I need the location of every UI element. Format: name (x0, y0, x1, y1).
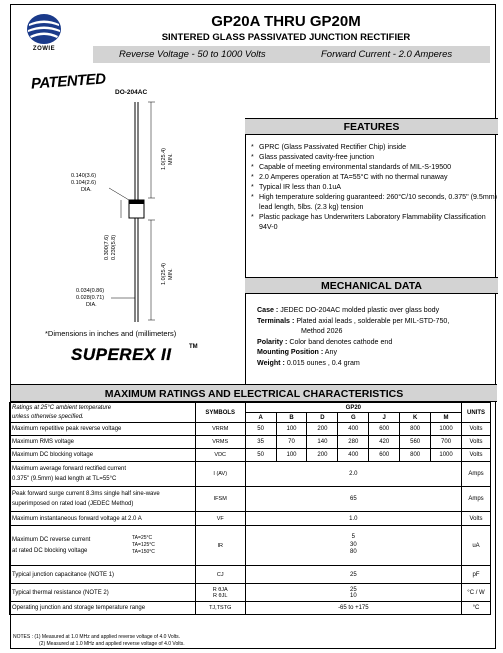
forward-current-spec: Forward Current - 2.0 Amperes (321, 49, 453, 60)
value-cell: 25 (245, 566, 461, 584)
value-cell: 50 (245, 449, 276, 462)
value-cell: 600 (369, 423, 400, 436)
zowie-logo-icon (25, 13, 63, 45)
param-text: 0.375" (9.5mm) lead length at TL=55°C (12, 476, 117, 482)
grade-header: G (338, 413, 369, 423)
mechanical-heading: MECHANICAL DATA (245, 277, 498, 294)
units-header: UNITS (462, 403, 491, 423)
table-row (10, 487, 491, 512)
symbol-text: R θJL (213, 592, 228, 599)
page-title: GP20A THRU GP20M (211, 13, 361, 30)
package-label: DO-204AC (115, 89, 148, 96)
lead-min-label-bottom (168, 268, 174, 280)
value-cell: 100 (276, 423, 307, 436)
terminals-line (257, 316, 497, 327)
grade-header: M (431, 413, 462, 423)
lead-min-label-top (168, 153, 174, 165)
symbol-text: R θJA (212, 586, 228, 593)
dim-value: 1.0(25.4) (161, 147, 167, 170)
dim-label: MIN. (168, 268, 174, 280)
value-cell: 800 (400, 449, 431, 462)
value-cell: 600 (369, 449, 400, 462)
feature-item: * Glass passivated cavity-free junction (250, 152, 498, 162)
ratings-table (9, 402, 491, 615)
unit-cell: pF (462, 566, 491, 584)
value-cell: 800 (400, 423, 431, 436)
trademark-mark: TM (189, 344, 198, 350)
feature-item: * Plastic package has Underwriters Laboratory Flammability Classification 94V-0 (250, 212, 498, 232)
unit-cell: Amps (462, 462, 491, 487)
value-cell: 50 (245, 423, 276, 436)
ratings-conditions (10, 403, 196, 423)
value-text: 80 (349, 549, 357, 556)
unit-cell: Volts (462, 512, 491, 526)
unit-cell: uA (462, 526, 491, 566)
param-cell (10, 487, 196, 512)
body-length-dim (104, 235, 110, 260)
mounting-line (257, 347, 497, 358)
body-diameter-dim (71, 173, 96, 194)
body-length-dim-2 (111, 235, 117, 260)
value-cell: 1000 (431, 423, 462, 436)
terminals-value: Plated axial leads , solderable per MIL-STD-750, (296, 316, 450, 325)
unit-cell: Volts (462, 449, 491, 462)
unit-cell: °C / W (462, 584, 491, 602)
value-cell: 35 (245, 436, 276, 449)
weight-label: Weight : (257, 358, 285, 367)
footnotes (13, 634, 185, 648)
table-row (10, 566, 491, 584)
param-cell: Maximum repetitive peak reverse voltage (10, 423, 196, 436)
param-cell (10, 462, 196, 487)
dim-value: 0.028(0.71) (76, 295, 105, 301)
table-row (10, 602, 491, 615)
value-cell: -65 to +175 (245, 602, 461, 615)
temp-condition: TA=150°C (132, 549, 155, 555)
value-cell: 70 (276, 436, 307, 449)
temp-condition: TA=25°C (132, 535, 153, 541)
mounting-label: Mounting Position : (257, 348, 324, 356)
symbol-cell: VDC (195, 449, 245, 462)
table-row (10, 526, 491, 566)
section-divider (245, 118, 246, 384)
terminals-line-2: Method 2026 (301, 327, 343, 335)
brand-logo: SUPEREX II (71, 345, 172, 364)
unit-cell: Volts (462, 423, 491, 436)
param-cell: Maximum RMS voltage (10, 436, 196, 449)
param-cell: Operating junction and storage temperature range (10, 602, 196, 615)
grade-header: A (245, 413, 276, 423)
mechanical-data (257, 305, 497, 368)
dim-value: 0.140(3.6) (71, 173, 97, 179)
value-cell: 400 (338, 449, 369, 462)
polarity-value: Color band denotes cathode end (289, 337, 393, 346)
feature-item: * Capable of meeting environmental standards of MIL-S-19500 (250, 162, 498, 172)
value-cell: 1.0 (245, 512, 461, 526)
feature-item: * High temperature soldering guaranteed: 260°C/10 seconds, 0.375" (9.5mm) lead length, 5lbs. (2.3 kg) tension (250, 192, 498, 212)
value-cell: 280 (338, 436, 369, 449)
table-row (10, 436, 491, 449)
package-outline-drawing (71, 100, 231, 325)
table-row (10, 423, 491, 436)
grade-header: J (369, 413, 400, 423)
value-cell: 400 (338, 423, 369, 436)
lead-length-dim-top (161, 148, 167, 170)
param-cell: Typical junction capacitance (NOTE 1) (10, 566, 196, 584)
value-cell (245, 584, 461, 602)
grade-header: K (400, 413, 431, 423)
dim-value: 0.230(5.8) (111, 234, 117, 260)
param-text: Peak forward surge current 8.3ms single half sine-wave (12, 491, 160, 497)
temp-condition: TA=125°C (132, 542, 155, 548)
symbol-cell: VRRM (195, 423, 245, 436)
table-row (10, 462, 491, 487)
value-cell: 200 (307, 423, 338, 436)
dim-value: 1.0(25.4) (161, 262, 167, 285)
lead-diameter-dim (76, 288, 104, 309)
unit-cell: Amps (462, 487, 491, 512)
spec-bar (93, 46, 490, 63)
table-row (10, 512, 491, 526)
value-cell (245, 526, 461, 566)
dimensions-note: *Dimensions in inches and (millimeters) (45, 329, 177, 338)
feature-item: * Typical IR less than 0.1uA (250, 182, 498, 192)
grade-header: B (276, 413, 307, 423)
param-text: Maximum average forward rectified current (12, 466, 127, 472)
symbol-cell (195, 584, 245, 602)
features-heading: FEATURES (245, 118, 498, 135)
condition-text: Ratings at 25°C ambient temperature (12, 404, 112, 411)
lead-length-dim-bottom (161, 263, 167, 285)
part-header: GP20 (245, 403, 461, 413)
weight-value: 0.015 ounes , 0.4 gram (286, 358, 360, 367)
param-text: at rated DC blocking voltage (12, 547, 88, 554)
table-row (10, 449, 491, 462)
ratings-heading: MAXIMUM RATINGS AND ELECTRICAL CHARACTERISTICS (11, 384, 497, 402)
param-text: superimposed on rated load (JEDEC Method) (12, 501, 134, 507)
table-row (10, 584, 491, 602)
polarity-label: Polarity : (257, 337, 288, 346)
dim-label: DIA. (81, 187, 92, 193)
features-list (250, 142, 498, 232)
logo-text: ZOWIE (32, 46, 56, 52)
feature-item: * 2.0 Amperes operation at TA=55°C with no thermal runaway (250, 172, 498, 182)
value-cell: 100 (276, 449, 307, 462)
value-cell: 2.0 (245, 462, 461, 487)
dim-label: DIA. (86, 302, 97, 308)
reverse-voltage-spec: Reverse Voltage - 50 to 1000 Volts (119, 49, 266, 60)
symbol-cell: I (AV) (195, 462, 245, 487)
footnote: (2) Measured at 1.0 MHz and applied reverse voltage of 4.0 Volts. (39, 641, 185, 647)
weight-line (257, 358, 497, 369)
value-text: 5 (351, 534, 355, 541)
value-cell: 65 (245, 487, 461, 512)
symbol-cell: CJ (195, 566, 245, 584)
dim-label: MIN. (168, 153, 174, 165)
feature-item: * GPRC (Glass Passivated Rectifier Chip) inside (250, 142, 498, 152)
param-text: Maximum DC reverse current (12, 536, 91, 543)
polarity-line (257, 337, 497, 348)
symbol-cell: IFSM (195, 487, 245, 512)
symbol-cell: VRMS (195, 436, 245, 449)
mounting-value: Any (324, 348, 338, 356)
value-text: 10 (349, 592, 357, 599)
param-cell: Maximum DC blocking voltage (10, 449, 196, 462)
value-cell: 200 (307, 449, 338, 462)
symbol-cell: TJ,TSTG (195, 602, 245, 615)
value-cell: 140 (307, 436, 338, 449)
condition-text: unless otherwise specified. (12, 413, 84, 420)
value-text: 25 (349, 586, 357, 593)
value-cell: 1000 (431, 449, 462, 462)
value-cell: 420 (369, 436, 400, 449)
param-cell: Maximum instantaneous forward voltage at 2.0 A (10, 512, 196, 526)
footnote: NOTES : (1) Measured at 1.0 MHz and applied reverse voltage of 4.0 Volts. (13, 634, 181, 640)
dim-value: 0.034(0.86) (76, 288, 105, 294)
case-line (257, 305, 497, 316)
param-cell: Typical thermal resistance (NOTE 2) (10, 584, 196, 602)
page-subtitle: SINTERED GLASS PASSIVATED JUNCTION RECTIFIER (161, 32, 411, 43)
value-text: 30 (349, 541, 357, 548)
unit-cell: °C (462, 602, 491, 615)
patented-stamp: PATENTED (30, 70, 107, 93)
unit-cell: Volts (462, 436, 491, 449)
symbols-header: SYMBOLS (195, 403, 245, 423)
symbol-cell: VF (195, 512, 245, 526)
grade-header: D (307, 413, 338, 423)
terminals-label: Terminals : (257, 316, 295, 325)
symbol-cell: IR (195, 526, 245, 566)
dim-value: 0.300(7.6) (104, 234, 110, 260)
param-cell (10, 526, 196, 566)
value-cell: 560 (400, 436, 431, 449)
value-cell: 700 (431, 436, 462, 449)
case-value: JEDEC DO-204AC molded plastic over glass body (280, 306, 440, 314)
case-label: Case : (257, 306, 279, 314)
dim-value: 0.104(2.6) (71, 180, 97, 186)
